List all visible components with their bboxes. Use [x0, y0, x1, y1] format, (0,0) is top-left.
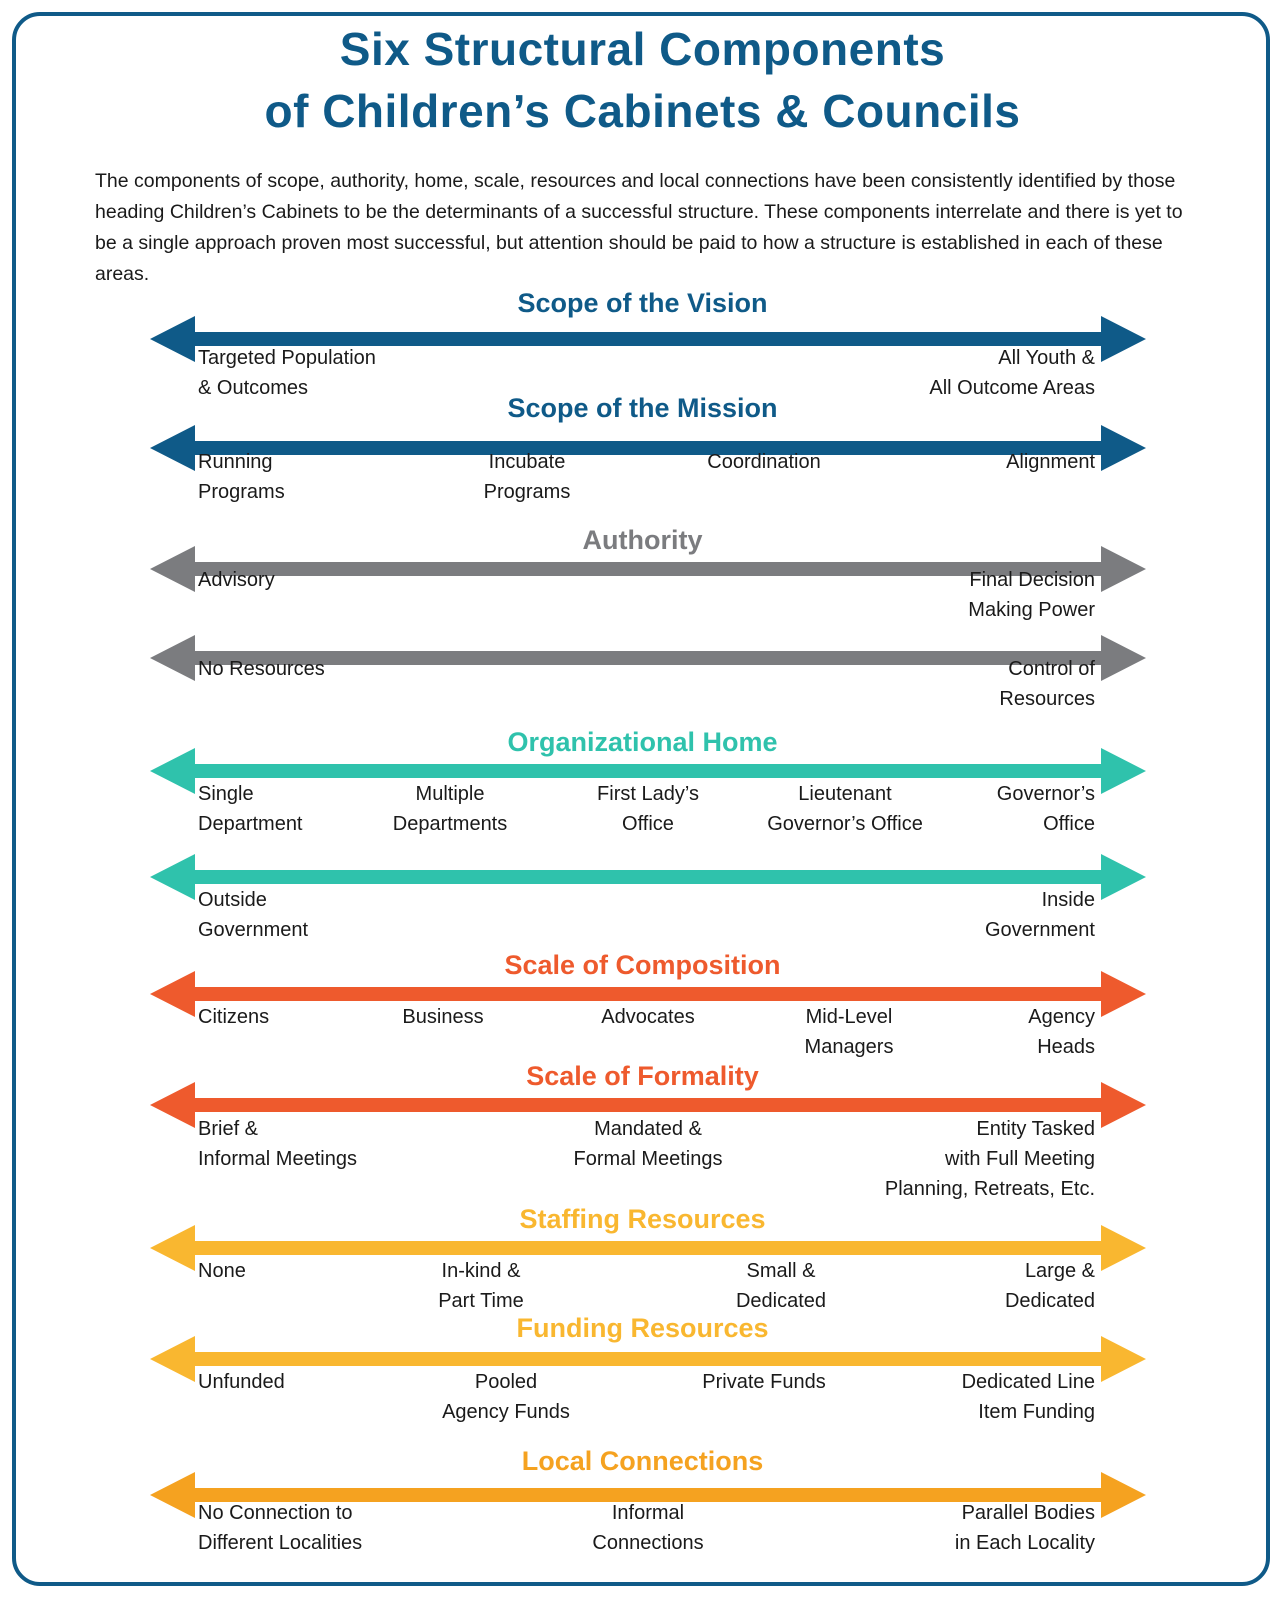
heading-funding-resources: Funding Resources [516, 1313, 769, 1343]
label-local-3: Parallel Bodies in Each Locality [954, 1502, 1095, 1554]
label-authority-1: Advisory [198, 569, 275, 591]
label-composition-3: Advocates [601, 1006, 695, 1028]
label-home-3: First Lady’s Office [597, 783, 699, 835]
arrow-scope-mission [150, 423, 1146, 473]
intro-paragraph: The components of scope, authority, home, scale, resources and local connections have been consistently identified by those heading Children’s Cabinets to be the determinants of a successful structure. These components interrelate and there is yet to be a single approach proven most successful, but attention should be paid to how a structure is established in each of these areas. [95, 170, 1183, 285]
arrow-staffing [150, 1223, 1146, 1273]
heading-staffing-resources: Staffing Resources [519, 1204, 766, 1234]
label-staffing-4: Large & Dedicated [1004, 1260, 1095, 1312]
label-home-4: Lieutenant Governor’s Office [767, 783, 923, 835]
label-formality-1: Brief & Informal Meetings [198, 1118, 357, 1170]
label-mission-2: Incubate Programs [483, 451, 571, 503]
heading-authority: Authority [582, 525, 703, 555]
heading-scope-mission: Scope of the Mission [507, 393, 778, 423]
label-staffing-1: None [198, 1260, 246, 1282]
label-funding-3: Private Funds [702, 1371, 826, 1393]
heading-scope-vision: Scope of the Vision [517, 288, 768, 318]
label-local-1: No Connection to Different Localities [198, 1502, 363, 1554]
label-resources-2: Control of Resources [999, 658, 1095, 710]
label-composition-1: Citizens [198, 1006, 270, 1028]
label-funding-4: Dedicated Line Item Funding [961, 1371, 1095, 1423]
label-home-2: Multiple Departments [392, 783, 508, 835]
label-staffing-3: Small & Dedicated [735, 1260, 827, 1312]
label-government-2: Inside Government [984, 889, 1095, 941]
label-formality-3: Entity Tasked with Full Meeting Planning, Retreats, Etc. [884, 1118, 1095, 1200]
heading-local-connections: Local Connections [521, 1446, 764, 1476]
label-authority-2: Final Decision Making Power [968, 569, 1095, 621]
label-mission-1: Running Programs [198, 451, 285, 503]
label-government-1: Outside Government [198, 889, 309, 941]
label-formality-2: Mandated & Formal Meetings [573, 1118, 723, 1170]
label-funding-2: Pooled Agency Funds [442, 1371, 570, 1423]
page-title-line1: Six Structural Components [339, 23, 946, 75]
label-mission-4: Alignment [1006, 451, 1095, 473]
label-local-2: Informal Connections [592, 1502, 704, 1554]
heading-scale-formality: Scale of Formality [526, 1061, 759, 1091]
heading-organizational-home: Organizational Home [507, 727, 778, 757]
label-composition-2: Business [402, 1006, 484, 1028]
label-vision-1: Targeted Population & Outcomes [198, 347, 376, 399]
label-resources-1: No Resources [198, 658, 325, 680]
label-staffing-2: In-kind & Part Time [438, 1260, 524, 1312]
label-funding-1: Unfunded [198, 1371, 285, 1393]
label-composition-5: Agency Heads [1028, 1006, 1095, 1058]
heading-scale-composition: Scale of Composition [504, 950, 781, 980]
label-mission-3: Coordination [707, 451, 821, 473]
label-composition-4: Mid-Level Managers [804, 1006, 894, 1058]
page-title-line2: of Children’s Cabinets & Councils [264, 85, 1021, 137]
label-vision-2: All Youth & All Outcome Areas [929, 347, 1095, 399]
label-home-5: Governor’s Office [996, 783, 1095, 835]
label-home-1: Single Department [198, 783, 303, 835]
